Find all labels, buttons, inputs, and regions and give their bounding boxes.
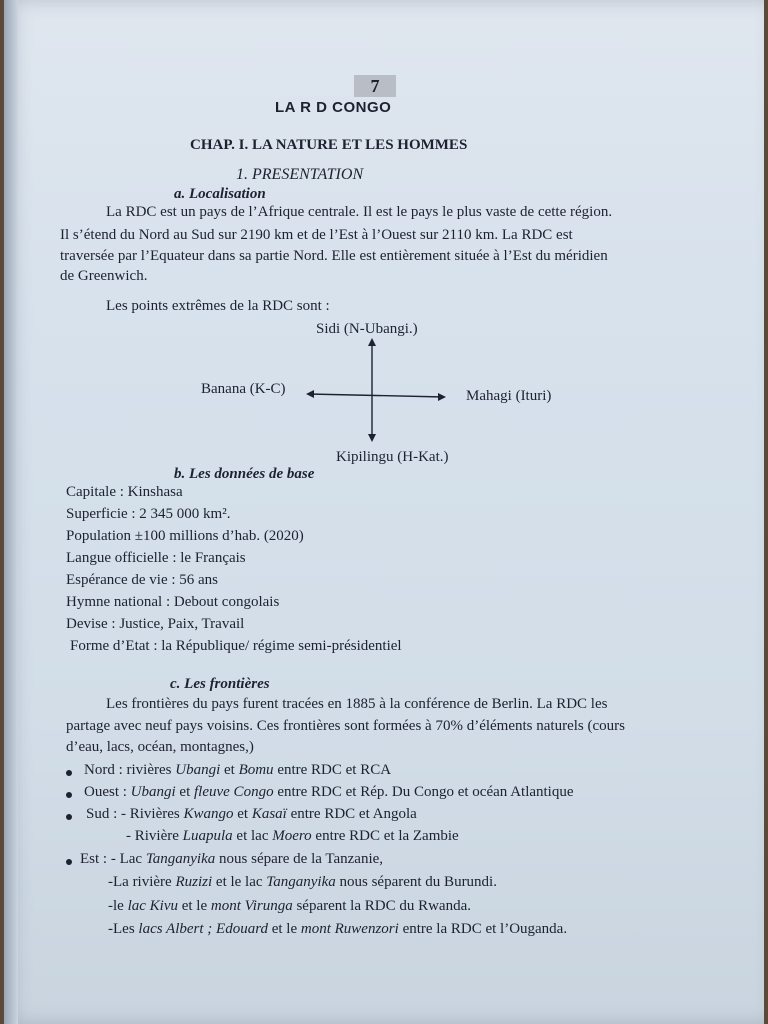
frontiere-est-4: -Les lacs Albert ; Edouard et le mont Ruwenzori entre la RDC et l’Ouganda.	[108, 921, 568, 937]
localisation-line-4: de Greenwich.	[60, 268, 148, 284]
page-number: 7	[354, 75, 396, 97]
localisation-line-3: traversée par l’Equateur dans sa partie Nord. Elle est entièrement située à l’Est du méridien	[60, 248, 608, 264]
localisation-line-1: La RDC est un pays de l’Afrique centrale. Il est le pays le plus vaste de cette région.	[106, 204, 613, 220]
frontiere-est-3: -le lac Kivu et le mont Virunga séparent la RDC du Rwanda.	[108, 898, 471, 914]
donnee-langue: Langue officielle : le Français	[66, 550, 246, 566]
bullet-dot	[66, 770, 72, 776]
donnee-capitale: Capitale : Kinshasa	[66, 484, 183, 500]
section-heading: 1. PRESENTATION	[236, 166, 364, 183]
frontiere-sud-1: Sud : - Rivières Kwango et Kasaï entre RDC et Angola	[86, 806, 417, 822]
frontiere-est-2: -La rivière Ruzizi et le lac Tanganyika nous séparent du Burundi.	[108, 874, 497, 890]
frontieres-line-2: partage avec neuf pays voisins. Ces frontières sont formées à 70% d’éléments naturels (cours	[66, 718, 625, 734]
page-title: LA R D CONGO	[275, 99, 392, 116]
bullet-dot	[66, 859, 72, 865]
bullet-dot	[66, 814, 72, 820]
frontiere-ouest: Ouest : Ubangi et fleuve Congo entre RDC et Rép. Du Congo et océan Atlantique	[84, 784, 574, 800]
frontiere-est-1: Est : - Lac Tanganyika nous sépare de la Tanzanie,	[80, 851, 384, 867]
point-east: Mahagi (Ituri)	[466, 388, 552, 404]
donnees-heading: b. Les données de base	[174, 466, 315, 482]
frontieres-line-3: d’eau, lacs, océan, montagnes,)	[66, 739, 254, 755]
point-north: Sidi (N-Ubangi.)	[316, 321, 418, 337]
points-intro: Les points extrêmes de la RDC sont :	[106, 298, 330, 314]
point-west: Banana (K-C)	[201, 381, 286, 397]
donnee-esperance: Espérance de vie : 56 ans	[66, 572, 219, 588]
frontiere-sud-2: - Rivière Luapula et lac Moero entre RDC et la Zambie	[126, 828, 459, 844]
bullet-dot	[66, 792, 72, 798]
donnee-population: Population ±100 millions d’hab. (2020)	[66, 528, 304, 544]
page-binding	[4, 0, 18, 1024]
localisation-line-2: Il s’étend du Nord au Sud sur 2190 km et de l’Est à l’Ouest sur 2110 km. La RDC est	[60, 227, 573, 243]
cardinal-cross-diagram	[304, 336, 454, 448]
book-page	[4, 0, 764, 1024]
donnee-superficie: Superficie : 2 345 000 km².	[66, 506, 231, 522]
donnee-forme-etat: Forme d’Etat : la République/ régime semi-présidentiel	[70, 638, 402, 654]
donnee-devise: Devise : Justice, Paix, Travail	[66, 616, 245, 632]
frontieres-heading: c. Les frontières	[170, 676, 270, 692]
chapter-heading: CHAP. I. LA NATURE ET LES HOMMES	[190, 137, 468, 153]
frontieres-line-1: Les frontières du pays furent tracées en 1885 à la conférence de Berlin. La RDC les	[106, 696, 608, 712]
donnee-hymne: Hymne national : Debout congolais	[66, 594, 280, 610]
point-south: Kipilingu (H-Kat.)	[336, 449, 449, 465]
localisation-heading: a. Localisation	[174, 186, 266, 202]
frontiere-nord: Nord : rivières Ubangi et Bomu entre RDC et RCA	[84, 762, 392, 778]
